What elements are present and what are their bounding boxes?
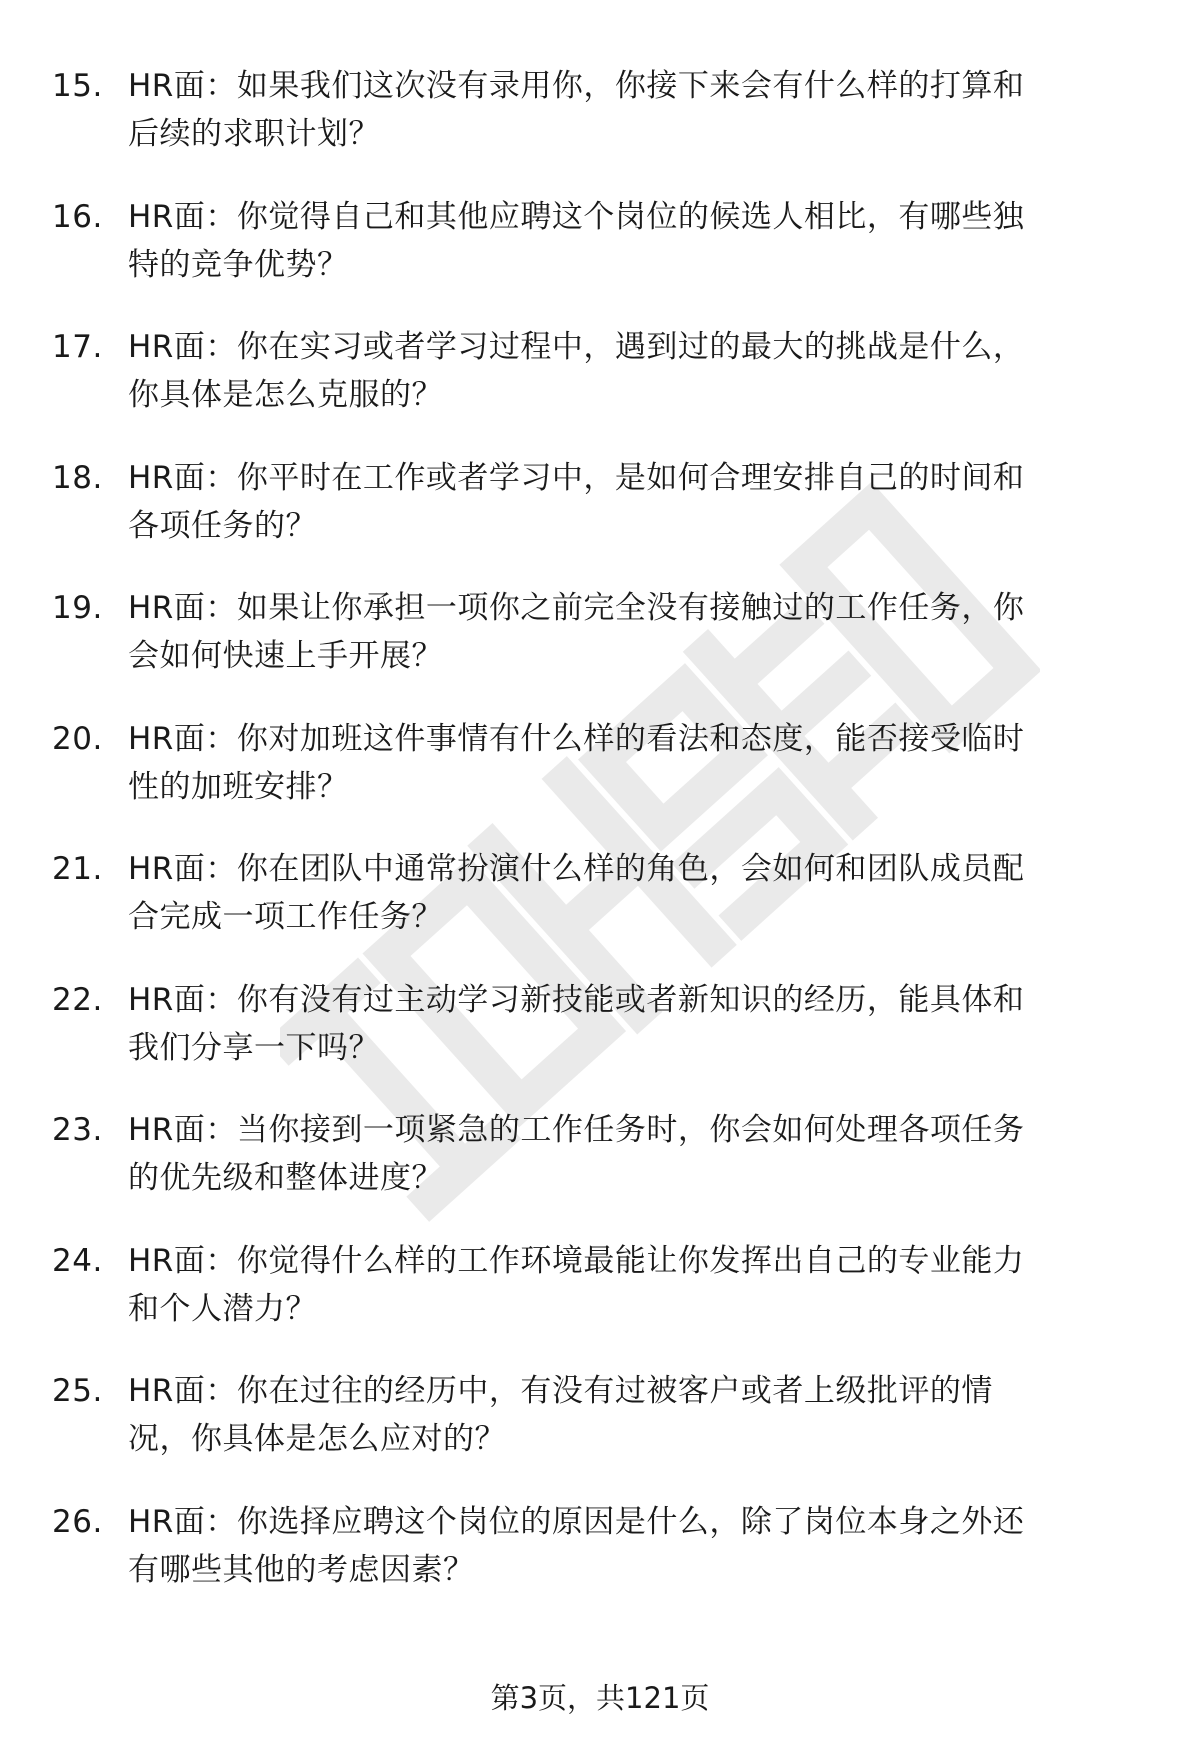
question-text: HR面：如果我们这次没有录用你，你接下来会有什么样的打算和 后续的求职计划？: [128, 68, 1025, 152]
question-item: [0, 1498, 1200, 1629]
question-number: 17.: [52, 329, 103, 365]
question-text: HR面：你选择应聘这个岗位的原因是什么，除了岗位本身之外还 有哪些其他的考虑因素？: [128, 1503, 1025, 1588]
question-item: [0, 715, 1200, 846]
question-number: 21.: [52, 851, 103, 887]
question-text: HR面：你有没有过主动学习新技能或者新知识的经历，能具体和 我们分享一下吗？: [128, 981, 1025, 1066]
question-number: 22.: [52, 981, 103, 1018]
question-item: [0, 976, 1200, 1107]
question-number: 25.: [52, 1373, 103, 1409]
question-text: HR面：你平时在工作或者学习中，是如何合理安排自己的时间和 各项任务的？: [128, 459, 1025, 544]
question-number: 19.: [52, 590, 103, 626]
question-text: HR面：你觉得什么样的工作环境最能让你发挥出自己的专业能力 和个人潜力？: [128, 1242, 1025, 1327]
question-number: 23.: [52, 1112, 103, 1148]
question-text: HR面：你在实习或者学习过程中，遇到过的最大的挑战是什么， 你具体是怎么克服的？: [128, 329, 1025, 413]
question-number: 18.: [52, 459, 103, 496]
question-number: 15.: [52, 68, 103, 104]
question-item: [0, 323, 1200, 454]
question-number: 20.: [52, 720, 103, 757]
question-list: [0, 62, 1200, 1628]
question-text: HR面：如果让你承担一项你之前完全没有接触过的工作任务，你 会如何快速上手开展？: [128, 590, 1025, 674]
question-item: [0, 193, 1200, 324]
question-item: [0, 845, 1200, 976]
question-item: [0, 584, 1200, 715]
question-text: HR面：你在团队中通常扮演什么样的角色，会如何和团队成员配 合完成一项工作任务？: [128, 851, 1025, 935]
question-text: HR面：你觉得自己和其他应聘这个岗位的候选人相比，有哪些独 特的竞争优势？: [128, 198, 1025, 283]
question-number: 26.: [52, 1503, 103, 1540]
question-item: [0, 1237, 1200, 1368]
question-text: HR面：当你接到一项紧急的工作任务时，你会如何处理各项任务 的优先级和整体进度？: [128, 1112, 1025, 1196]
question-item: [0, 1367, 1200, 1498]
question-text: HR面：你对加班这件事情有什么样的看法和态度，能否接受临时 性的加班安排？: [128, 720, 1025, 805]
page-footer: 第3页，共121页: [490, 1681, 710, 1715]
question-text: HR面：你在过往的经历中，有没有过被客户或者上级批评的情 况，你具体是怎么应对的？: [128, 1373, 993, 1457]
question-number: 16.: [52, 198, 103, 235]
question-item: [0, 454, 1200, 585]
question-item: [0, 62, 1200, 193]
question-item: [0, 1106, 1200, 1237]
question-number: 24.: [52, 1242, 103, 1279]
